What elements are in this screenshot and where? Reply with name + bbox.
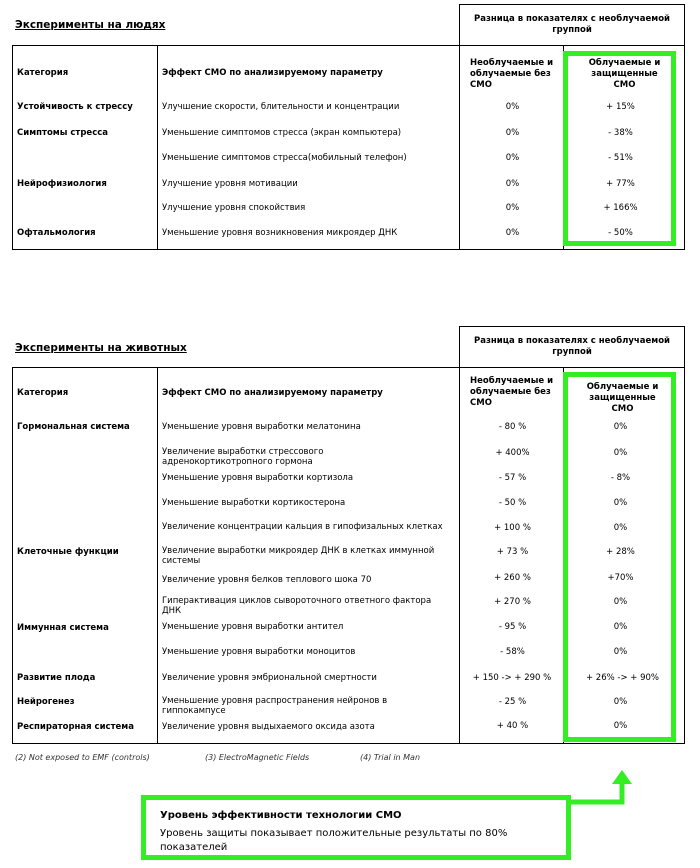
table-row-effect: Улучшение уровня мотивации <box>162 179 298 189</box>
table-row-effect: Увеличение уровня выдыхаемого оксида азота <box>162 722 375 732</box>
table-row-unexposed: + 150 -> + 290 % <box>472 673 552 683</box>
table-row-category: Нейрогенез <box>17 697 75 707</box>
divider <box>12 367 13 744</box>
divider <box>12 367 685 368</box>
table-row-category: Симптомы стресса <box>17 128 109 138</box>
divider <box>12 249 685 250</box>
table-row-effect: Уменьшение уровня выработки мелатонина <box>162 422 361 432</box>
table-row-unexposed: + 100 % <box>494 523 531 533</box>
table-row-protected: 0% <box>613 597 628 607</box>
animals-title: Эксперименты на животных <box>15 342 187 354</box>
table-row-category: Нейрофизиология <box>17 179 107 189</box>
footnote: (3) ElectroMagnetic Fields <box>205 753 310 762</box>
humans-col-protected: Облучаемые и защищенные СМО <box>588 58 661 90</box>
divider <box>459 4 685 5</box>
animals-diff-header: Разница в показателях с необлучаемой группой <box>473 336 671 357</box>
table-row-protected: + 26% -> + 90% <box>585 673 660 683</box>
table-row-protected: +70% <box>607 573 634 583</box>
table-row-effect: Уменьшение выработки кортикостерона <box>162 498 346 508</box>
divider <box>684 4 685 250</box>
table-row-effect: Увеличение концентрации кальция в гипофизальных клетках <box>162 522 443 532</box>
animals-col-protected: Облучаемые и защищенные СМО <box>586 382 659 414</box>
table-row-protected: + 15% <box>606 102 635 112</box>
divider <box>12 45 685 46</box>
humans-col-category: Категория <box>17 68 69 78</box>
divider <box>12 743 685 744</box>
table-row-unexposed: 0% <box>505 179 520 189</box>
table-row-effect: Увеличение уровня белков теплового шока 70 <box>162 575 372 585</box>
table-row-effect: Улучшение скорости, блительности и концентрации <box>162 102 400 112</box>
table-row-unexposed: 0% <box>505 102 520 112</box>
humans-col-unexposed: Необлучаемые и облучаемые без СМО <box>470 58 554 90</box>
summary-text: Уровень защиты показывает положительные результаты по 80% показателей <box>160 828 508 853</box>
table-row-category: Офтальмология <box>17 228 96 238</box>
table-row-category: Развитие плода <box>17 673 96 683</box>
table-row-effect: Улучшение уровня спокойствия <box>162 203 306 213</box>
divider <box>459 326 460 744</box>
table-row-effect: Уменьшение симптомов стресса(мобильный телефон) <box>162 153 407 163</box>
table-row-protected: 0% <box>613 647 628 657</box>
table-row-protected: - 8% <box>610 473 631 483</box>
table-row-protected: 0% <box>613 498 628 508</box>
humans-protected-highlight <box>563 51 676 246</box>
table-row-effect: Уменьшение уровня выработки кортизола <box>162 473 354 483</box>
summary-title: Уровень эффективности технологии СМО <box>160 810 402 821</box>
table-row-unexposed: - 25 % <box>498 697 527 707</box>
divider <box>157 45 158 250</box>
humans-diff-header: Разница в показателях с необлучаемой группой <box>473 14 671 35</box>
table-row-unexposed: - 58% <box>500 647 525 657</box>
table-row-protected: - 50% <box>608 228 633 238</box>
table-row-protected: 0% <box>613 422 628 432</box>
divider <box>684 326 685 744</box>
table-row-protected: 0% <box>613 721 628 731</box>
table-row-protected: 0% <box>613 622 628 632</box>
table-row-protected: + 166% <box>603 203 638 213</box>
table-row-unexposed: + 73 % <box>496 547 529 557</box>
divider <box>459 4 460 250</box>
table-row-unexposed: 0% <box>505 228 520 238</box>
humans-col-effect: Эффект СМО по анализируемому параметру <box>162 68 383 78</box>
table-row-protected: 0% <box>613 697 628 707</box>
summary-box <box>141 795 571 860</box>
humans-title: Эксперименты на людях <box>15 19 166 31</box>
animals-col-unexposed: Необлучаемые и облучаемые без СМО <box>470 376 554 408</box>
table-row-unexposed: 0% <box>505 203 520 213</box>
table-row-category: Клеточные функции <box>17 547 119 557</box>
table-row-unexposed: + 270 % <box>494 597 531 607</box>
table-row-effect: Уменьшение уровня выработки моноцитов <box>162 647 356 657</box>
table-row-protected: - 51% <box>608 153 633 163</box>
table-row-unexposed: + 400% <box>495 448 530 458</box>
table-row-unexposed: - 50 % <box>498 498 527 508</box>
table-row-unexposed: - 80 % <box>498 422 527 432</box>
table-row-category: Устойчивость к стрессу <box>17 102 133 112</box>
table-row-unexposed: - 57 % <box>498 473 527 483</box>
table-row-effect: Уменьшение уровня выработки антител <box>162 622 344 632</box>
table-row-effect: Увеличение уровня эмбриональной смертности <box>162 673 377 683</box>
table-row-effect: Уменьшение уровня возникновения микроядер ДНК <box>162 228 398 238</box>
divider <box>12 45 13 250</box>
table-row-protected: 0% <box>613 523 628 533</box>
table-row-protected: - 38% <box>608 128 633 138</box>
divider <box>459 326 685 327</box>
table-row-category: Респираторная система <box>17 722 134 732</box>
divider <box>157 367 158 744</box>
table-row-protected: 0% <box>613 448 628 458</box>
table-row-effect: Уменьшение симптомов стресса (экран компьютера) <box>162 128 402 138</box>
table-row-category: Иммунная система <box>17 623 109 633</box>
table-row-unexposed: 0% <box>505 153 520 163</box>
footnote: (2) Not exposed to EMF (controls) <box>15 753 150 762</box>
table-row-unexposed: + 40 % <box>496 721 529 731</box>
animals-col-effect: Эффект СМО по анализируемому параметру <box>162 388 383 398</box>
table-row-effect: Уменьшение уровня распространения нейронов в гиппокампусе <box>162 696 388 716</box>
table-row-protected: + 77% <box>606 179 635 189</box>
table-row-effect: Увеличение выработки стрессового адренокортикотропного гормона <box>162 447 324 467</box>
connector-arrow-icon <box>560 768 640 808</box>
footnote: (4) Trial in Man <box>360 753 421 762</box>
table-row-category: Гормональная система <box>17 422 130 432</box>
table-row-effect: Увеличение выработки микроядер ДНК в клетках иммунной системы <box>162 546 435 566</box>
table-row-protected: + 28% <box>606 547 635 557</box>
table-row-unexposed: 0% <box>505 128 520 138</box>
table-row-effect: Гиперактивация циклов сывороточного ответного фактора ДНК <box>162 596 432 616</box>
animals-col-category: Категория <box>17 388 69 398</box>
table-row-unexposed: + 260 % <box>494 573 531 583</box>
table-row-unexposed: - 95 % <box>498 622 527 632</box>
